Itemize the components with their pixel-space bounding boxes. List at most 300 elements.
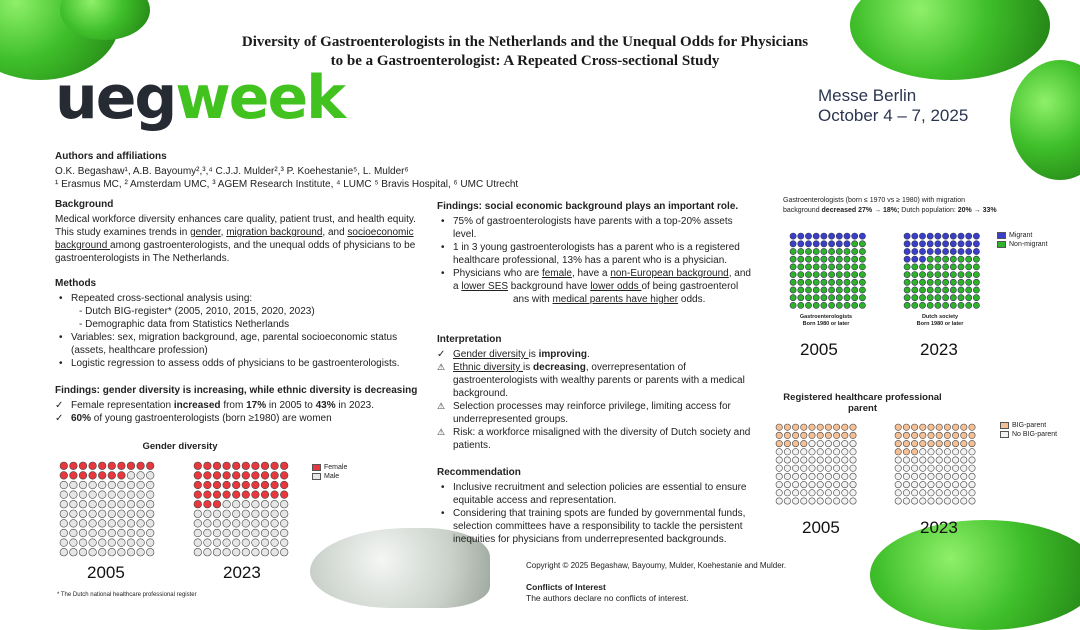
non-migrant-dot bbox=[950, 279, 956, 285]
no-big-parent-dot bbox=[911, 490, 917, 496]
parent-waffle-chart bbox=[776, 424, 996, 506]
migrant-dot bbox=[935, 241, 941, 247]
no-big-parent-dot bbox=[903, 473, 909, 479]
no-big-parent-dot bbox=[833, 498, 839, 504]
migration-year-2005: 2005 bbox=[800, 340, 838, 359]
big-parent-dot bbox=[895, 449, 901, 455]
interpretation-section bbox=[437, 333, 757, 452]
non-migrant-dot bbox=[943, 272, 949, 278]
no-big-parent-dot bbox=[911, 481, 917, 487]
non-migrant-dot bbox=[852, 302, 858, 308]
non-migrant-dot bbox=[966, 264, 972, 270]
migrant-dot bbox=[790, 241, 796, 247]
mig-cap-line: Born 1980 or later bbox=[916, 321, 964, 327]
migrant-dot bbox=[927, 233, 933, 239]
non-migrant-dot bbox=[966, 302, 972, 308]
male-dot bbox=[98, 520, 106, 528]
male-dot bbox=[70, 529, 78, 537]
non-migrant-dot bbox=[829, 279, 835, 285]
female-dot bbox=[280, 462, 288, 470]
male-dot bbox=[232, 500, 240, 508]
no-big-parent-dot bbox=[928, 457, 934, 463]
non-migrant-dot bbox=[958, 272, 964, 278]
male-dot bbox=[108, 500, 116, 508]
big-parent-dot bbox=[969, 424, 975, 430]
female-dot bbox=[108, 472, 116, 480]
gender-finding-young bbox=[55, 412, 435, 425]
no-big-parent-dot bbox=[850, 490, 856, 496]
migrant-dot bbox=[859, 233, 865, 239]
methods-section bbox=[55, 277, 430, 370]
male-dot bbox=[242, 510, 250, 518]
gender-chart-title: Gender diversity bbox=[142, 441, 218, 452]
female-dot bbox=[242, 481, 250, 489]
migrant-dot bbox=[958, 248, 964, 254]
no-big-parent-dot bbox=[833, 473, 839, 479]
non-migrant-dot bbox=[919, 295, 925, 301]
non-migrant-dot bbox=[829, 295, 835, 301]
non-migrant-dot bbox=[943, 302, 949, 308]
non-migrant-dot bbox=[919, 287, 925, 293]
non-migrant-dot bbox=[958, 302, 964, 308]
no-big-parent-dot bbox=[961, 498, 967, 504]
no-big-parent-dot bbox=[850, 457, 856, 463]
male-dot bbox=[242, 520, 250, 528]
male-dot bbox=[261, 510, 269, 518]
no-big-parent-dot bbox=[809, 481, 815, 487]
interp-underline: Gender diversity bbox=[453, 349, 529, 360]
non-migrant-dot bbox=[805, 272, 811, 278]
no-big-parent-dot bbox=[784, 490, 790, 496]
no-big-parent-dot bbox=[842, 473, 848, 479]
mig-header-bold: decreased 27% → 18%; bbox=[821, 207, 900, 214]
no-big-parent-dot bbox=[944, 498, 950, 504]
no-big-parent-dot bbox=[944, 481, 950, 487]
parent-title-line: Registered healthcare professional bbox=[783, 392, 942, 403]
male-dot bbox=[271, 539, 279, 547]
female-dot bbox=[118, 472, 126, 480]
female-dot bbox=[232, 472, 240, 480]
interp-bold: decreasing bbox=[533, 362, 586, 373]
big-parent-dot bbox=[936, 432, 942, 438]
non-migrant-dot bbox=[904, 287, 910, 293]
female-dot bbox=[79, 472, 87, 480]
non-migrant-dot bbox=[919, 264, 925, 270]
gf-bold: 43% bbox=[315, 400, 336, 411]
methods-item: • Logistic regression to assess odds of physicians to be gastroenterologists. bbox=[55, 357, 430, 370]
recommendation-item: • Inclusive recruitment and selection policies are essential to ensure equitable access and representation. bbox=[437, 481, 757, 507]
non-migrant-dot bbox=[836, 302, 842, 308]
female-dot bbox=[271, 481, 279, 489]
migrant-dot bbox=[927, 241, 933, 247]
big-parent-dot bbox=[842, 424, 848, 430]
no-big-parent-dot bbox=[825, 490, 831, 496]
male-dot bbox=[213, 548, 221, 556]
male-dot bbox=[271, 548, 279, 556]
non-migrant-dot bbox=[836, 264, 842, 270]
interp-text: is bbox=[528, 349, 539, 360]
female-dot bbox=[204, 491, 212, 499]
poster-title-line-2: to be a Gastroenterologist: A Repeated Cross-sectional Study bbox=[330, 53, 720, 69]
migrant-dot bbox=[821, 241, 827, 247]
male-dot bbox=[280, 529, 288, 537]
gf-bold: 17% bbox=[246, 400, 267, 411]
legend-nonmigrant-swatch bbox=[997, 241, 1006, 248]
male-dot bbox=[261, 539, 269, 547]
migrant-dot bbox=[904, 241, 910, 247]
male-dot bbox=[60, 510, 68, 518]
gender-year-2005: 2005 bbox=[87, 563, 125, 582]
male-dot bbox=[127, 529, 135, 537]
male-dot bbox=[280, 548, 288, 556]
no-big-parent-dot bbox=[969, 481, 975, 487]
no-big-parent-dot bbox=[969, 498, 975, 504]
no-big-parent-dot bbox=[920, 498, 926, 504]
no-big-parent-dot bbox=[776, 481, 782, 487]
non-migrant-dot bbox=[859, 272, 865, 278]
non-migrant-dot bbox=[859, 279, 865, 285]
mig-header-bold: 20% → 33% bbox=[957, 207, 997, 214]
no-big-parent-dot bbox=[903, 457, 909, 463]
male-dot bbox=[98, 510, 106, 518]
non-migrant-dot bbox=[859, 287, 865, 293]
poster-title-line-1: Diversity of Gastroenterologists in the Netherlands and the Unequal Odds for Physicians bbox=[241, 34, 809, 50]
big-parent-dot bbox=[895, 432, 901, 438]
male-dot bbox=[194, 548, 202, 556]
big-parent-dot bbox=[825, 432, 831, 438]
gender-year-2023: 2023 bbox=[223, 563, 261, 582]
no-big-parent-dot bbox=[850, 440, 856, 446]
migrant-dot bbox=[912, 248, 918, 254]
male-dot bbox=[127, 472, 135, 480]
non-migrant-dot bbox=[836, 295, 842, 301]
non-migrant-dot bbox=[927, 256, 933, 262]
non-migrant-dot bbox=[836, 287, 842, 293]
big-parent-dot bbox=[817, 424, 823, 430]
male-dot bbox=[98, 491, 106, 499]
male-dot bbox=[89, 491, 97, 499]
no-big-parent-dot bbox=[903, 481, 909, 487]
male-dot bbox=[127, 481, 135, 489]
non-migrant-dot bbox=[844, 256, 850, 262]
male-dot bbox=[242, 539, 250, 547]
male-dot bbox=[204, 520, 212, 528]
male-dot bbox=[89, 529, 97, 537]
female-dot bbox=[194, 472, 202, 480]
male-dot bbox=[70, 548, 78, 556]
decor-blob-right bbox=[1010, 60, 1080, 180]
no-big-parent-dot bbox=[792, 465, 798, 471]
female-dot bbox=[213, 491, 221, 499]
methods-subitem: - Dutch BIG-register* (2005, 2010, 2015, 2020, 2023) bbox=[79, 306, 315, 317]
big-parent-dot bbox=[903, 432, 909, 438]
no-big-parent-dot bbox=[809, 498, 815, 504]
migrant-dot bbox=[966, 233, 972, 239]
non-migrant-dot bbox=[859, 302, 865, 308]
gf-text: Female representation bbox=[71, 400, 174, 411]
female-dot bbox=[252, 472, 260, 480]
no-big-parent-dot bbox=[928, 498, 934, 504]
non-migrant-dot bbox=[958, 295, 964, 301]
male-dot bbox=[232, 548, 240, 556]
migrant-dot bbox=[958, 233, 964, 239]
non-migrant-dot bbox=[859, 264, 865, 270]
female-dot bbox=[194, 491, 202, 499]
no-big-parent-dot bbox=[895, 481, 901, 487]
legend-nonmigrant-label: Non-migrant bbox=[1009, 241, 1048, 248]
male-dot bbox=[261, 500, 269, 508]
migrant-dot bbox=[821, 233, 827, 239]
no-big-parent-dot bbox=[936, 465, 942, 471]
big-parent-dot bbox=[809, 432, 815, 438]
female-dot bbox=[223, 472, 231, 480]
parent-year-2005: 2005 bbox=[802, 518, 840, 537]
non-migrant-dot bbox=[790, 256, 796, 262]
non-migrant-dot bbox=[966, 279, 972, 285]
non-migrant-dot bbox=[919, 302, 925, 308]
male-dot bbox=[70, 539, 78, 547]
no-big-parent-dot bbox=[776, 473, 782, 479]
male-dot bbox=[118, 548, 126, 556]
no-big-parent-dot bbox=[920, 457, 926, 463]
interp-bold: improving bbox=[538, 349, 587, 360]
no-big-parent-dot bbox=[833, 465, 839, 471]
recommendation-heading: Recommendation bbox=[437, 467, 521, 478]
migration-caption-gastro bbox=[786, 314, 866, 328]
big-parent-dot bbox=[903, 449, 909, 455]
no-big-parent-dot bbox=[961, 473, 967, 479]
mig-header-text: Gastroenterologists (born ≤ 1970 vs ≥ 1980) with migration bbox=[783, 197, 965, 204]
big-parent-dot bbox=[903, 424, 909, 430]
non-migrant-dot bbox=[919, 279, 925, 285]
big-parent-dot bbox=[801, 432, 807, 438]
gf-text: in 2005 to bbox=[266, 400, 316, 411]
ses-finding-assets: • 75% of gastroenterologists have parents with a top-20% assets level. bbox=[437, 215, 757, 241]
female-dot bbox=[204, 462, 212, 470]
methods-item: • Repeated cross-sectional analysis using: bbox=[55, 292, 430, 305]
female-dot bbox=[89, 472, 97, 480]
no-big-parent-dot bbox=[825, 481, 831, 487]
male-dot bbox=[261, 548, 269, 556]
non-migrant-dot bbox=[813, 279, 819, 285]
big-parent-dot bbox=[833, 432, 839, 438]
no-big-parent-dot bbox=[833, 490, 839, 496]
no-big-parent-dot bbox=[969, 449, 975, 455]
male-dot bbox=[127, 510, 135, 518]
logo-ueg: ueg bbox=[55, 63, 176, 133]
non-migrant-dot bbox=[805, 248, 811, 254]
legend-female-swatch bbox=[312, 464, 321, 471]
migrant-dot bbox=[973, 248, 979, 254]
male-dot bbox=[204, 510, 212, 518]
big-parent-dot bbox=[792, 440, 798, 446]
migrant-dot bbox=[943, 248, 949, 254]
recommendation-item: • Considering that training spots are funded by governmental funds, selection committees have a responsibility to tackle the persistent inequities for physicians from underrepresented backgrounds. bbox=[437, 507, 757, 546]
non-migrant-dot bbox=[852, 264, 858, 270]
big-parent-dot bbox=[792, 424, 798, 430]
ses-findings-heading: Findings: social economic background plays an important role. bbox=[437, 201, 739, 212]
gf-text: from bbox=[220, 400, 247, 411]
interpretation-list bbox=[437, 348, 757, 452]
male-dot bbox=[60, 520, 68, 528]
male-dot bbox=[70, 510, 78, 518]
non-migrant-dot bbox=[966, 295, 972, 301]
non-migrant-dot bbox=[829, 256, 835, 262]
male-dot bbox=[271, 529, 279, 537]
interp-risk: ⚠ Risk: a workforce misaligned with the diversity of Dutch society and patients. bbox=[437, 426, 757, 452]
venue bbox=[818, 86, 968, 126]
interpretation-heading: Interpretation bbox=[437, 334, 502, 345]
male-dot bbox=[232, 529, 240, 537]
non-migrant-dot bbox=[852, 295, 858, 301]
non-migrant-dot bbox=[859, 248, 865, 254]
non-migrant-dot bbox=[950, 302, 956, 308]
parent-year-2023: 2023 bbox=[920, 518, 958, 537]
male-dot bbox=[280, 520, 288, 528]
male-dot bbox=[98, 529, 106, 537]
big-parent-dot bbox=[936, 440, 942, 446]
male-dot bbox=[146, 472, 154, 480]
male-dot bbox=[60, 491, 68, 499]
no-big-parent-dot bbox=[792, 498, 798, 504]
non-migrant-dot bbox=[943, 256, 949, 262]
male-dot bbox=[223, 539, 231, 547]
big-parent-dot bbox=[801, 440, 807, 446]
male-dot bbox=[79, 548, 87, 556]
no-big-parent-dot bbox=[903, 498, 909, 504]
non-migrant-dot bbox=[927, 272, 933, 278]
methods-item: • Variables: sex, migration background, age, parental socioeconomic status (assets, healthcare profession) bbox=[55, 331, 430, 357]
migrant-dot bbox=[919, 241, 925, 247]
male-dot bbox=[146, 510, 154, 518]
non-migrant-dot bbox=[935, 279, 941, 285]
non-migrant-dot bbox=[798, 256, 804, 262]
migrant-dot bbox=[935, 248, 941, 254]
footnote-big-register: * The Dutch national healthcare professional register bbox=[57, 592, 197, 598]
female-dot bbox=[280, 491, 288, 499]
authors-names: O.K. Begashaw¹, A.B. Bayoumy²,³,⁴ C.J.J. Mulder²,³ P. Koehestanie⁵, L. Mulder⁶ bbox=[55, 166, 409, 177]
decor-blob-bottom-right bbox=[870, 520, 1080, 630]
non-migrant-dot bbox=[821, 272, 827, 278]
migrant-dot bbox=[919, 233, 925, 239]
big-parent-dot bbox=[944, 432, 950, 438]
migrant-dot bbox=[943, 241, 949, 247]
female-dot bbox=[98, 462, 106, 470]
big-parent-dot bbox=[952, 424, 958, 430]
male-dot bbox=[252, 539, 260, 547]
female-dot bbox=[271, 472, 279, 480]
non-migrant-dot bbox=[912, 264, 918, 270]
non-migrant-dot bbox=[790, 287, 796, 293]
non-migrant-dot bbox=[844, 264, 850, 270]
male-dot bbox=[271, 500, 279, 508]
male-dot bbox=[261, 520, 269, 528]
male-dot bbox=[70, 481, 78, 489]
non-migrant-dot bbox=[821, 302, 827, 308]
no-big-parent-dot bbox=[961, 481, 967, 487]
no-big-parent-dot bbox=[850, 481, 856, 487]
methods-heading: Methods bbox=[55, 278, 97, 289]
legend-big-label: BIG-parent bbox=[1012, 422, 1047, 429]
female-dot bbox=[280, 472, 288, 480]
non-migrant-dot bbox=[912, 302, 918, 308]
background-text bbox=[55, 213, 425, 265]
migrant-dot bbox=[935, 233, 941, 239]
non-migrant-dot bbox=[943, 295, 949, 301]
big-parent-dot bbox=[833, 424, 839, 430]
big-parent-dot bbox=[825, 424, 831, 430]
parent-legend bbox=[1000, 421, 1057, 439]
gf-bold: 60% bbox=[71, 413, 92, 424]
female-dot bbox=[204, 500, 212, 508]
no-big-parent-dot bbox=[928, 490, 934, 496]
no-big-parent-dot bbox=[936, 481, 942, 487]
non-migrant-dot bbox=[859, 256, 865, 262]
non-migrant-dot bbox=[943, 287, 949, 293]
non-migrant-dot bbox=[852, 287, 858, 293]
female-dot bbox=[271, 462, 279, 470]
migrant-dot bbox=[950, 233, 956, 239]
no-big-parent-dot bbox=[784, 457, 790, 463]
big-parent-dot bbox=[776, 432, 782, 438]
big-parent-dot bbox=[928, 432, 934, 438]
non-migrant-dot bbox=[798, 264, 804, 270]
male-dot bbox=[223, 529, 231, 537]
no-big-parent-dot bbox=[952, 473, 958, 479]
female-dot bbox=[232, 491, 240, 499]
male-dot bbox=[108, 539, 116, 547]
no-big-parent-dot bbox=[961, 465, 967, 471]
legend-male bbox=[312, 472, 347, 481]
no-big-parent-dot bbox=[952, 481, 958, 487]
migrant-dot bbox=[805, 241, 811, 247]
non-migrant-dot bbox=[912, 287, 918, 293]
migration-legend bbox=[997, 231, 1048, 249]
ses-underline: medical parents have higher bbox=[552, 294, 679, 305]
no-big-parent-dot bbox=[850, 498, 856, 504]
male-dot bbox=[79, 539, 87, 547]
migrant-dot bbox=[904, 248, 910, 254]
non-migrant-dot bbox=[904, 295, 910, 301]
interp-text: . bbox=[586, 349, 590, 360]
female-dot bbox=[242, 472, 250, 480]
legend-nobig-label: No BIG-parent bbox=[1012, 431, 1058, 438]
non-migrant-dot bbox=[813, 302, 819, 308]
non-migrant-dot bbox=[904, 279, 910, 285]
male-dot bbox=[79, 510, 87, 518]
big-parent-dot bbox=[952, 432, 958, 438]
non-migrant-dot bbox=[844, 302, 850, 308]
male-dot bbox=[232, 510, 240, 518]
male-dot bbox=[137, 548, 145, 556]
ses-text: , have a bbox=[571, 268, 611, 279]
conflicts-of-interest bbox=[526, 582, 689, 604]
male-dot bbox=[252, 510, 260, 518]
male-dot bbox=[223, 510, 231, 518]
non-migrant-dot bbox=[844, 279, 850, 285]
non-migrant-dot bbox=[927, 295, 933, 301]
ses-text: ans with bbox=[513, 294, 553, 305]
migrant-dot bbox=[966, 241, 972, 247]
female-dot bbox=[232, 462, 240, 470]
big-parent-dot bbox=[784, 432, 790, 438]
migrant-dot bbox=[919, 256, 925, 262]
logo-week: week bbox=[175, 63, 345, 133]
big-parent-dot bbox=[961, 432, 967, 438]
migrant-dot bbox=[798, 241, 804, 247]
big-parent-dot bbox=[911, 440, 917, 446]
male-dot bbox=[60, 539, 68, 547]
